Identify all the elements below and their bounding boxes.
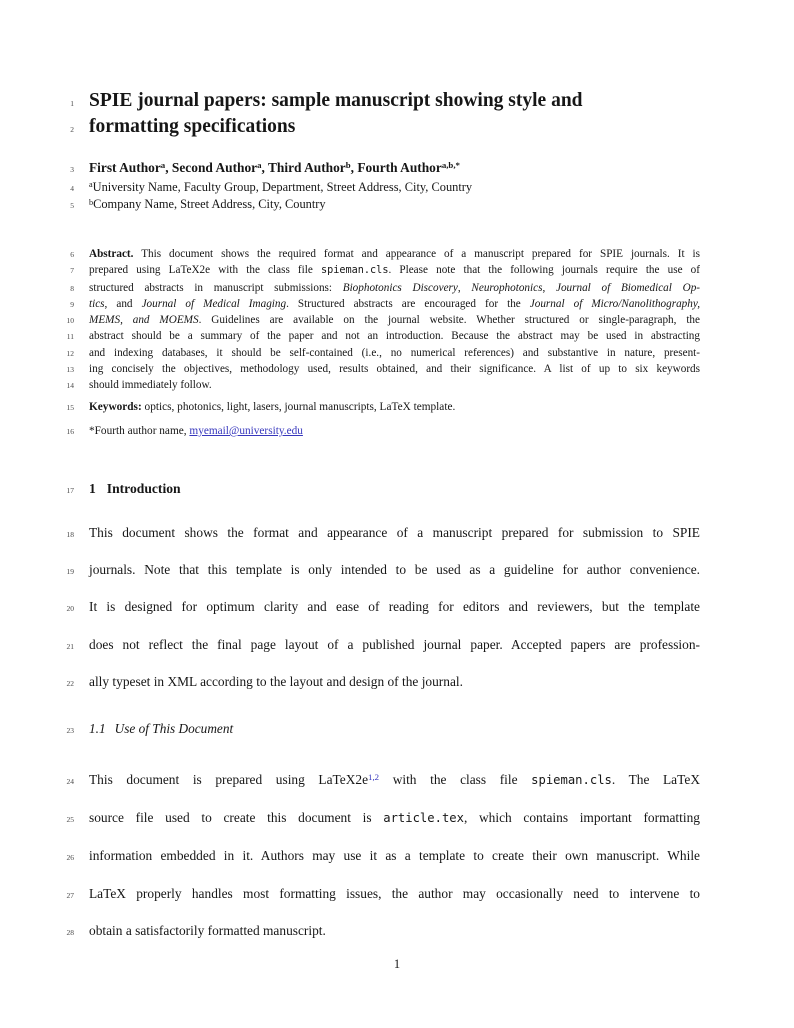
line-number: 28	[66, 927, 74, 937]
text-segment: Use of This Document	[114, 721, 234, 736]
text-segment: , Fourth Author	[350, 160, 442, 175]
line-number: 27	[66, 890, 74, 900]
text-segment: First Author	[89, 160, 161, 175]
line-number: 25	[66, 815, 74, 825]
text-segment: , and	[104, 297, 142, 310]
email-link[interactable]: myemail@university.edu	[189, 425, 303, 437]
text-segment: 1	[89, 481, 96, 496]
line-text	[89, 551, 700, 588]
line-text	[89, 114, 700, 140]
text-segment: journals. Note that this template is only intended to be used as a guideline for author convenience.	[89, 562, 700, 578]
line-text	[89, 837, 700, 874]
line-text	[89, 479, 700, 498]
text-segment: . Please note that the following journals require the use of	[388, 264, 700, 277]
text-segment: . Guidelines are available on the journal website. Whether structured or single-paragraph, the	[198, 314, 700, 327]
document-line	[54, 423, 702, 440]
line-number: 11	[66, 332, 74, 342]
document-line	[54, 799, 702, 837]
line-number: 20	[66, 604, 74, 614]
document-line	[54, 588, 702, 625]
text-segment: Journal of Medical Imaging	[141, 297, 287, 310]
text-segment: formatting specifications	[89, 116, 296, 137]
line-number: 15	[66, 403, 74, 412]
line-number: 8	[70, 283, 74, 293]
line-number: 19	[66, 567, 74, 577]
line-number: 6	[70, 250, 74, 259]
document-line	[54, 196, 702, 213]
document-line	[54, 837, 702, 874]
line-text	[89, 159, 700, 176]
keywords-block	[54, 399, 702, 416]
document-line	[54, 551, 702, 588]
text-segment: ,	[542, 281, 556, 294]
line-number: 10	[66, 316, 74, 326]
affil-block	[54, 179, 702, 214]
text-segment: abstract should be a summary of the paper and not an introduction. Because the abstract may be used in abstracting	[89, 330, 700, 343]
text-segment: ,	[457, 281, 472, 294]
text-segment: Company Name, Street Address, City, Country	[93, 197, 326, 212]
text-segment: with the class file	[379, 772, 532, 787]
text-segment: information embedded in it. Authors may use it as a template to create their own manuscript. While	[89, 848, 700, 864]
document-line	[54, 479, 702, 498]
author-affiliation-superscript: b	[345, 160, 351, 171]
document-line	[54, 761, 702, 799]
h2-block	[54, 719, 702, 738]
text-segment: It is designed for optimum clarity and ease of reading for editors and reviewers, but the template	[89, 599, 700, 615]
line-text	[89, 88, 700, 114]
text-segment: Neurophotonics	[471, 281, 543, 294]
text-segment: MEMS, and MOEMS	[89, 314, 199, 327]
line-text	[89, 423, 700, 440]
text-segment: Keywords:	[89, 401, 142, 413]
body1-block	[54, 514, 702, 700]
line-text	[89, 399, 700, 416]
abstract-block	[54, 246, 702, 394]
document-line	[54, 361, 702, 377]
line-text	[89, 719, 700, 738]
text-segment: should immediately follow.	[89, 379, 212, 392]
author-affiliation-superscript: a,b,*	[441, 160, 460, 171]
author-affiliation-superscript: b	[89, 197, 94, 207]
line-number: 16	[66, 427, 74, 436]
document-line	[54, 312, 702, 328]
text-segment: structured abstracts in manuscript submissions:	[89, 281, 343, 294]
text-segment: This document shows the required format and appearance of a manuscript prepared for SPIE journals. It is	[133, 248, 700, 260]
line-number: 21	[66, 641, 74, 651]
authors-block	[54, 159, 702, 176]
line-number: 9	[70, 299, 74, 309]
line-number: 12	[66, 348, 74, 358]
text-segment: , Second Author	[165, 160, 258, 175]
text-segment: Abstract.	[89, 248, 134, 260]
document-line	[54, 345, 702, 361]
text-segment: Biophotonics Discovery	[342, 281, 458, 294]
text-segment: and indexing databases, it should be self-contained (i.e., no numerical references) and substantive in nature, present-	[89, 346, 700, 359]
line-number: 5	[70, 201, 74, 211]
body2-block	[54, 761, 702, 949]
text-segment: Journal of Micro/Nanolithography,	[529, 297, 701, 310]
text-segment: SPIE journal papers: sample manuscript showing style and	[89, 90, 583, 111]
document-line	[54, 246, 702, 262]
line-number: 18	[66, 530, 74, 539]
text-segment: This document shows the format and appearance of a manuscript prepared for submission to SPIE	[89, 525, 700, 540]
document-line	[54, 377, 702, 393]
line-number: 2	[70, 125, 74, 134]
text-segment: LaTeX properly handles most formatting issues, the author may occasionally need to intervene to	[89, 885, 700, 901]
line-text	[89, 799, 700, 837]
line-number: 14	[66, 381, 74, 391]
document-line	[54, 719, 702, 738]
line-text	[89, 246, 700, 262]
line-number: 3	[70, 165, 74, 174]
line-text	[89, 280, 700, 296]
text-segment: , which contains important formatting	[463, 810, 700, 826]
text-segment: *Fourth author name,	[89, 425, 190, 437]
document-line	[54, 88, 702, 114]
document-line	[54, 399, 702, 416]
document-line	[54, 262, 702, 279]
text-segment: article.tex	[383, 811, 464, 826]
line-text	[89, 912, 700, 949]
line-text	[89, 345, 700, 361]
text-segment: Introduction	[106, 481, 181, 496]
author-affiliation-superscript: a	[160, 160, 166, 171]
text-segment: . Structured abstracts are encouraged for the	[286, 297, 530, 310]
text-segment: Journal of Biomedical Op-	[555, 281, 701, 294]
text-segment: obtain a satisfactorily formatted manuscript.	[89, 922, 326, 938]
page-number: 1	[393, 957, 401, 971]
text-segment: does not reflect the final page layout of a published journal paper. Accepted papers are profession-	[89, 636, 700, 652]
line-number: 13	[66, 365, 74, 375]
document-line	[54, 179, 702, 196]
h1-block	[54, 479, 702, 498]
line-number: 1	[70, 99, 74, 108]
line-number: 24	[66, 777, 74, 786]
text-segment: ing concisely the objectives, methodology used, results obtained, and their significance. A list of up to six keywords	[89, 363, 700, 376]
document-line	[54, 514, 702, 551]
document-line	[54, 328, 702, 344]
document-line	[54, 875, 702, 912]
line-text	[89, 196, 700, 213]
author-affiliation-superscript: a	[257, 160, 262, 171]
text-segment: , Third Author	[261, 160, 346, 175]
text-segment: optics, photonics, light, lasers, journal manuscripts, LaTeX template.	[141, 401, 456, 413]
line-text	[89, 761, 700, 799]
text-segment: spieman.cls	[320, 265, 389, 277]
line-text	[89, 296, 700, 312]
line-text	[89, 361, 700, 377]
text-segment: spieman.cls	[531, 773, 612, 787]
citation-link[interactable]: 1,2	[368, 772, 380, 783]
line-text	[89, 377, 700, 393]
document-line	[54, 296, 702, 312]
text-segment: 1.1	[89, 721, 106, 736]
document-line	[54, 663, 702, 700]
line-text	[89, 626, 700, 663]
document-line	[54, 912, 702, 949]
author-affiliation-superscript: a	[89, 180, 93, 190]
line-number: 4	[70, 184, 74, 193]
line-text	[89, 312, 700, 328]
text-segment: ally typeset in XML according to the layout and design of the journal.	[89, 673, 463, 689]
line-text	[89, 663, 700, 700]
text-segment: . The LaTeX	[611, 772, 700, 787]
document-line	[54, 159, 702, 176]
line-text	[89, 262, 700, 279]
line-text	[89, 514, 700, 551]
document-line	[54, 626, 702, 663]
text-segment: prepared using LaTeX2e with the class file	[89, 264, 321, 277]
line-number: 22	[66, 678, 74, 688]
line-number: 26	[66, 853, 74, 863]
line-text	[89, 588, 700, 625]
line-number: 17	[66, 486, 74, 495]
document-line	[54, 280, 702, 296]
line-text	[89, 179, 700, 196]
line-number: 23	[66, 726, 74, 735]
text-segment: This document is prepared using LaTeX2e	[89, 772, 369, 787]
text-segment: source file used to create this document is	[89, 810, 384, 826]
note-block	[54, 423, 702, 440]
document-line	[54, 114, 702, 140]
line-number: 7	[70, 266, 74, 276]
title-block	[54, 88, 702, 140]
line-text	[89, 875, 700, 912]
line-text	[89, 328, 700, 344]
text-segment: tics	[89, 297, 105, 310]
text-segment: University Name, Faculty Group, Department, Street Address, City, Country	[92, 180, 473, 194]
